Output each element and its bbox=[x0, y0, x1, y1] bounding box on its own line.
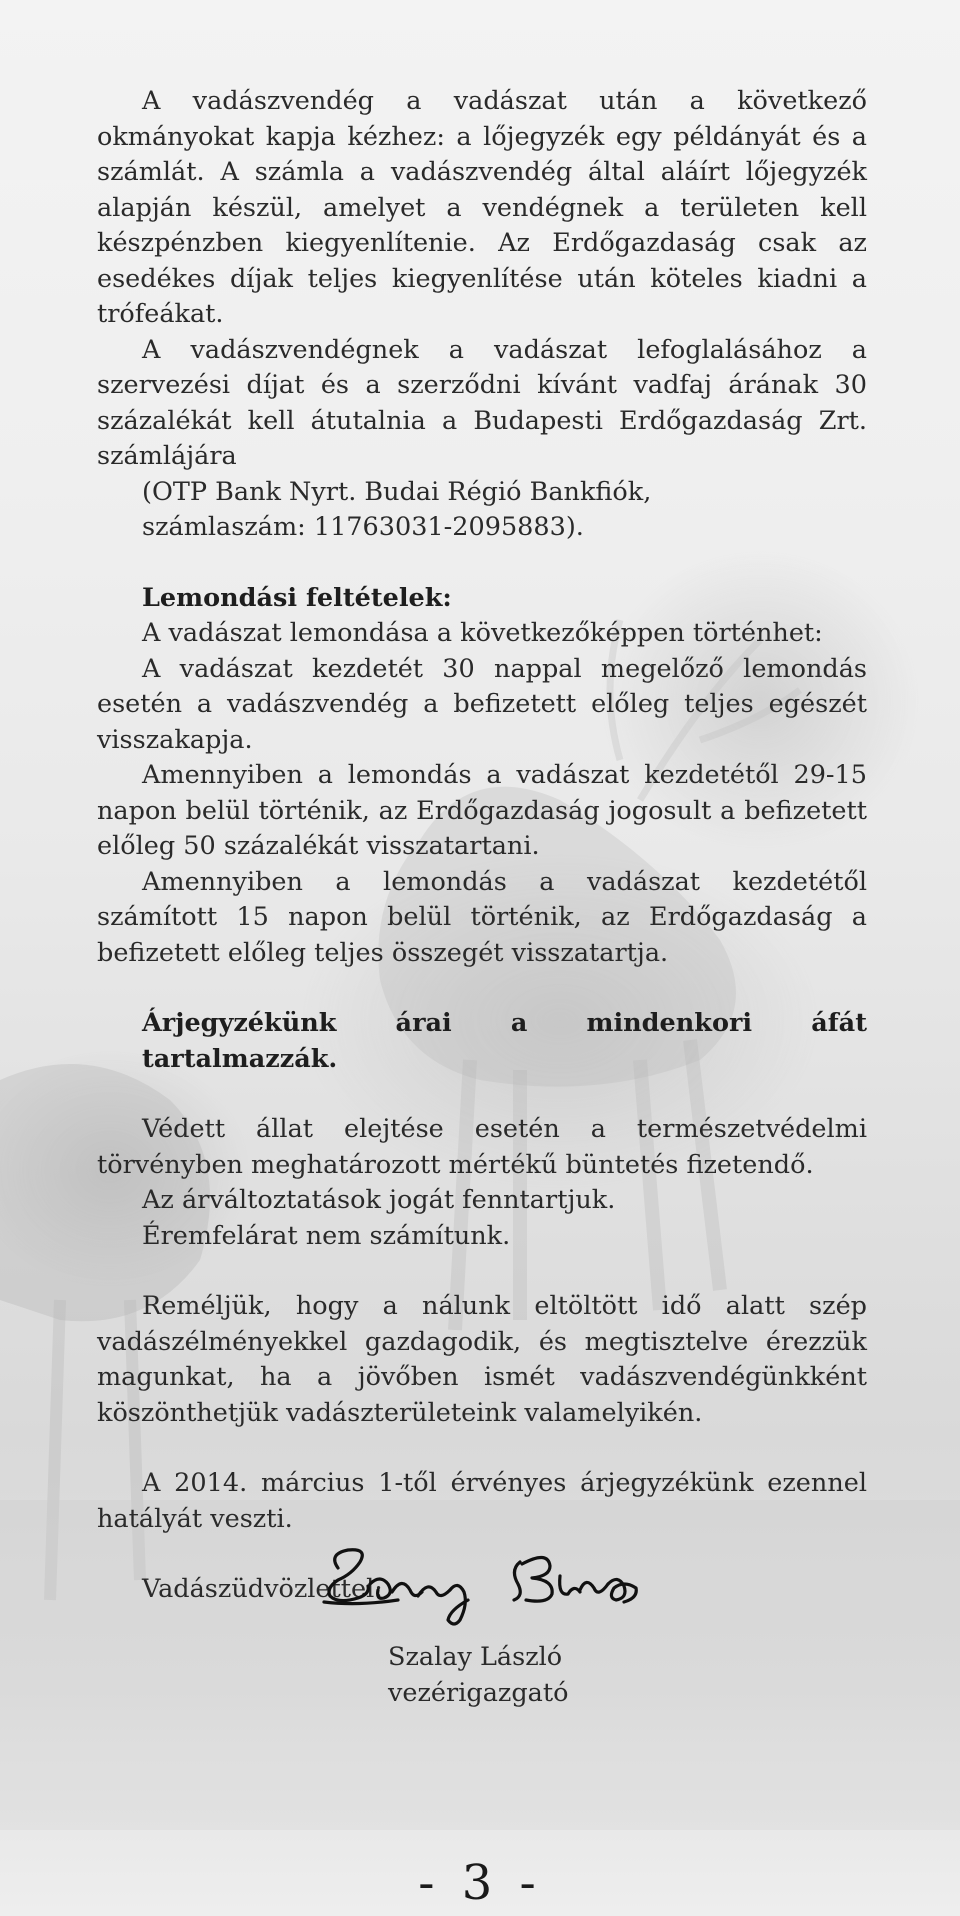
page-number: - 3 - bbox=[418, 1855, 542, 1911]
closing-wishes: Reméljük, hogy a nálunk eltöltött idő alatt szép vadászélményekkel gazdagodik, és megtisztelve érezzük magunkat, ha a jövőben ismét vadászvendégünkként köszönthetjük vadászterületeink valamelyikén. bbox=[97, 1291, 867, 1428]
cancellation-rule-15-days: Amennyiben a lemondás a vadászat kezdetétől számított 15 napon belül történik, az Erdőgazdaság a befizetett előleg teljes összegét visszatartja. bbox=[97, 866, 867, 968]
price-change-note: Az árváltoztatások jogát fenntartjuk. bbox=[142, 1185, 616, 1215]
document-body bbox=[97, 84, 867, 1608]
spacer bbox=[97, 546, 867, 581]
spacer bbox=[97, 1077, 867, 1112]
paragraph-documents: A vadászvendég a vadászat után a következő okmányokat kapja kézhez: a lőjegyzék egy példányát és a számlát. A számla a vadászvendég által aláírt lőjegyzék alapján készül, amelyet a vendégnek a területen kell készpénzben kiegyenlítenie. Az Erdőgazdaság csak az esedékes díjak teljes kiegyenlítése után köteles kiadni a trófeákat. bbox=[97, 86, 867, 329]
vat-note: Árjegyzékünk árai a mindenkori áfát tartalmazzák. bbox=[142, 1008, 867, 1074]
paragraph-booking: A vadászvendégnek a vadászat lefoglalásához a szervezési díjat és a szerződni kívánt vadfaj árának 30 százalékát kell átutalnia a Budapesti Erdőgazdaság Zrt. számlájára bbox=[97, 334, 867, 471]
spacer bbox=[97, 1431, 867, 1466]
signatory-title: vezérigazgató bbox=[388, 1677, 569, 1708]
signatory-name: Szalay László bbox=[388, 1642, 563, 1672]
cancellation-intro: A vadászat lemondása a következőképpen történhet: bbox=[142, 618, 823, 648]
spacer bbox=[97, 1254, 867, 1289]
greeting: Vadászüdvözlettel: bbox=[142, 1574, 383, 1604]
medal-fee-note: Éremfelárat nem számítunk. bbox=[142, 1220, 511, 1251]
spacer bbox=[97, 971, 867, 1006]
cancellation-heading: Lemondási feltételek: bbox=[142, 582, 452, 613]
bank-name-line: (OTP Bank Nyrt. Budai Régió Bankfiók, bbox=[142, 476, 652, 507]
cancellation-rule-30-days: A vadászat kezdetét 30 nappal megelőző lemondás esetén a vadászvendég a befizetett előleg teljes egészét visszakapja. bbox=[97, 653, 867, 755]
signatory-block bbox=[388, 1640, 568, 1711]
cancellation-rule-29-15-days: Amennyiben a lemondás a vadászat kezdetétől 29-15 napon belül történik, az Erdőgazdaság jogosult a befizetett előleg 50 százalékát visszatartani. bbox=[97, 760, 867, 861]
protected-animal-note: Védett állat elejtése esetén a természetvédelmi törvényben meghatározott mértékű büntetés fizetendő. bbox=[97, 1114, 867, 1180]
account-number-line: számlaszám: 11763031-2095883). bbox=[142, 512, 584, 542]
validity-note: A 2014. március 1-től érvényes árjegyzékünk ezennel hatályát veszti. bbox=[97, 1468, 867, 1534]
handwritten-signature bbox=[318, 1540, 648, 1630]
